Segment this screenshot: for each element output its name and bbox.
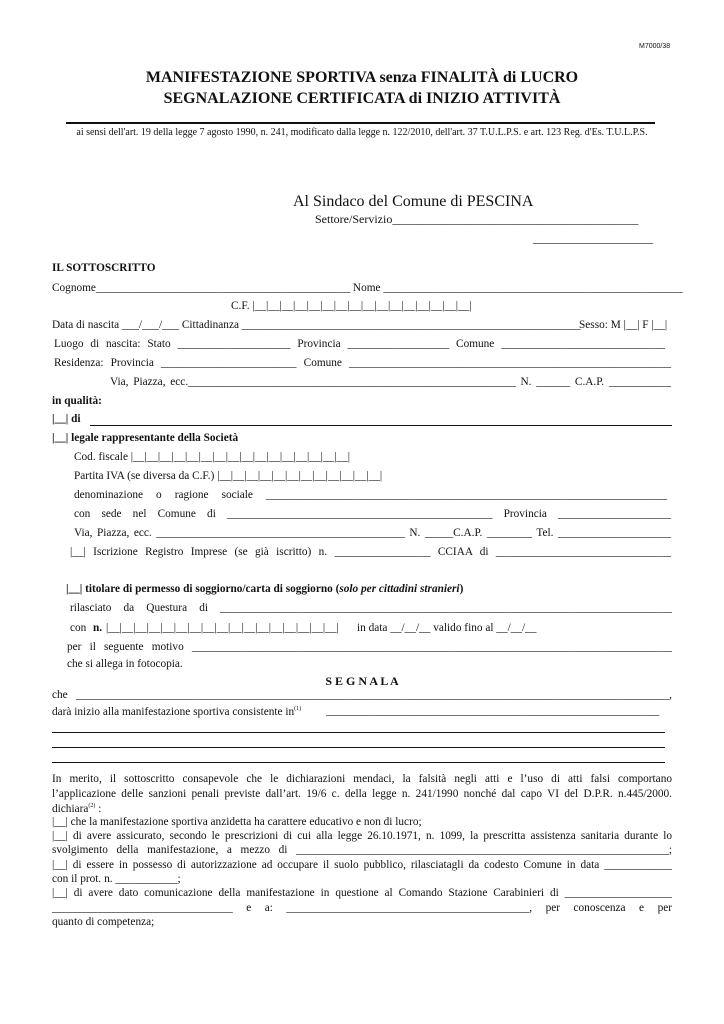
checkbox-educational-nonprofit[interactable]: |__| che la manifestazione sportiva anzidetta ha carattere educativo e non di lucro; (52, 816, 422, 828)
form-code: M7000/38 (639, 43, 671, 50)
section-heading-capacity: in qualità: (52, 395, 102, 407)
carabinieri-notice-fields[interactable]: ________________________________ e a: ___________________________________________, per conoscenza e per (52, 902, 672, 914)
checkbox-legal-representative[interactable]: |__| legale rappresentante della Società (52, 432, 239, 444)
legal-reference: ai sensi dell'art. 19 della legge 7 agosto 1990, n. 241, modificato dalla legge n. 122/2010, dell'art. 37 T.U.L.P.S. e art. 123 Reg. d'Es. T.U.L.P.S. (76, 127, 648, 138)
activity-description-field[interactable]: ___________________________________________________________ (326, 706, 660, 717)
di-field-line[interactable] (90, 425, 672, 426)
tax-code-boxes[interactable]: C.F. |__|__|__|__|__|__|__|__|__|__|__|__|__|__|__|__| (231, 300, 472, 312)
checkbox-di[interactable]: |__| di (52, 413, 81, 425)
sector-field[interactable]: Settore/Servizio_________________________________________ (315, 212, 639, 226)
permit-note: solo per cittadini stranieri (339, 583, 460, 595)
issued-by-field[interactable]: rilasciato da Questura di ________________________________________________________________________________ (70, 602, 672, 614)
permit-number-boxes[interactable]: |__|__|__|__|__|__|__|__|__|__|__|__|__|__|__|__|__| (106, 622, 339, 634)
start-activity-text: darà inizio alla manifestazione sportiva consistente in (52, 705, 295, 718)
declares-colon: : (95, 802, 102, 815)
blank-line-3[interactable] (52, 762, 665, 763)
sector-field-continued[interactable]: ____________________ (533, 231, 653, 245)
permit-number-label: con (70, 622, 87, 634)
declares-text: dichiara (52, 802, 89, 815)
company-street-fields[interactable]: Via, Piazza, ecc. ____________________________________________ N. _____C.A.P. ________ Tel. ____________________ (74, 527, 671, 539)
permit-dates-fields[interactable]: in data __/__/__ valido fino al __/__/__ (357, 622, 537, 634)
company-tax-code-boxes[interactable]: Cod. fiscale |__|__|__|__|__|__|__|__|__|__|__|__|__|__|__|__| (74, 451, 350, 463)
title-line-2: SEGNALAZIONE CERTIFICATA di INIZIO ATTIVITÀ (163, 90, 561, 107)
medical-assistance-field[interactable]: svolgimento della manifestazione, a mezzo di __________________________________________________________________; (52, 844, 672, 856)
blank-line-2[interactable] (52, 747, 665, 748)
business-registry-fields[interactable]: |__| Iscrizione Registro Imprese (se già iscritto) n. _________________ CCIAA di _______________________________ (70, 546, 671, 558)
title-line-1: MANIFESTAZIONE SPORTIVA senza FINALITÀ di LUCRO (145, 69, 579, 86)
company-name-field[interactable]: denominazione o ragione sociale _______________________________________________________________________ (74, 489, 667, 501)
vat-number-boxes[interactable]: Partita IVA (se diversa da C.F.) |__|__|__|__|__|__|__|__|__|__|__|__| (74, 470, 383, 482)
birth-place-fields[interactable]: Luogo di nascita: Stato ____________________ Provincia __________________ Comune _____________________________ (54, 338, 665, 350)
footnote-1: (1) (294, 706, 302, 712)
surname-name-fields[interactable]: Cognome_____________________________________________ Nome _____________________________________________________ (52, 282, 683, 294)
residence-fields[interactable]: Residenza: Provincia ________________________ Comune _________________________________________________________ (54, 357, 671, 369)
reason-field[interactable]: per il seguente motivo _____________________________________________________________________________________ (67, 641, 672, 653)
che-field[interactable]: che _________________________________________________________________________________________________________, (52, 689, 672, 701)
section-heading-signals: S E G N A L A (325, 674, 399, 688)
checkbox-carabinieri-notice[interactable]: |__| di avere dato comunicazione della manifestazione in questione al Comando Stazione Carabinieri di ___________________ (52, 887, 672, 899)
permit-label: |__| titolare di permesso di soggiorno/carta di soggiorno ( (66, 583, 340, 595)
sex-checkboxes[interactable]: Sesso: M |__| F |__| (579, 319, 668, 331)
checkbox-residence-permit[interactable] (66, 584, 463, 595)
section-heading-declarant: IL SOTTOSCRITTO (52, 262, 156, 274)
blank-line-1[interactable] (52, 732, 665, 733)
addressee: Al Sindaco del Comune di PESCINA (293, 193, 534, 210)
statement-paragraph-line-2: l’applicazione delle sanzioni penali previste dall’art. 19/6 c. della legge n. 241/1990 nonché dal capo VI del D.P.R. n.445/2000. (52, 788, 672, 800)
checkbox-medical-assistance[interactable]: |__| di avere assicurato, secondo le prescrizioni di cui alla legge 26.10.1971, n. 1099, la prescritta assistenza sanitaria durante lo (52, 830, 672, 842)
statement-paragraph-line-1: In merito, il sottoscritto consapevole che le dichiarazioni mendaci, la falsità negli atti e l’uso di atti falsi comportano (52, 773, 672, 785)
footnote-2: (2) (88, 803, 96, 809)
registered-office-fields[interactable]: con sede nel Comune di _______________________________________________ Provincia ____________________ (74, 508, 671, 520)
permit-label-close: ) (459, 583, 464, 595)
declares-label (52, 803, 101, 815)
title-rule (66, 122, 655, 124)
competence-note: quanto di competenza; (52, 916, 155, 928)
start-activity-label (52, 706, 301, 718)
permit-number-n: n. (93, 622, 103, 634)
photocopy-note: che si allega in fotocopia. (67, 658, 183, 670)
street-fields[interactable]: Via, Piazza, ecc.__________________________________________________________ N. ______ C.A.P. ___________ (110, 376, 671, 388)
checkbox-public-land-authorization[interactable]: |__| di essere in possesso di autorizzazione ad occupare il suolo pubblico, rilasciatagli da codesto Comune in data ____________ (52, 859, 672, 871)
protocol-number-field[interactable]: con il prot. n. ___________; (52, 873, 181, 885)
birth-date-citizenship-fields[interactable]: Data di nascita ___/___/___ Cittadinanza ____________________________________________________________ (52, 319, 581, 331)
